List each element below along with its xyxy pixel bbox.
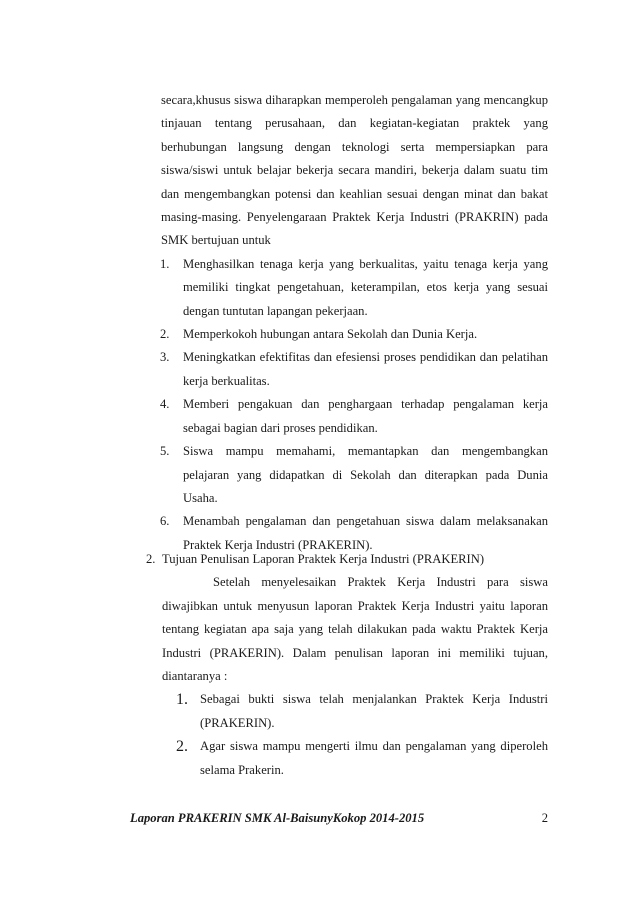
list-item: 3. Meningkatkan efektifitas dan efesiensi proses pendidikan dan pelatihan kerja berkualitas. (160, 350, 548, 388)
page-footer (130, 811, 548, 826)
list-item: 2. Agar siswa mampu mengerti ilmu dan pengalaman yang diperoleh selama Prakerin. (176, 738, 548, 777)
page-number: 2 (541, 811, 548, 825)
main-body (161, 89, 548, 557)
list-item: 5. Siswa mampu memahami, memantapkan dan mengembangkan pelajaran yang didapatkan di Sekolah dan diterapkan pada Dunia Usaha. (160, 444, 548, 505)
section-2-heading: 2. Tujuan Penulisan Laporan Praktek Kerja Industri (PRAKERIN) (146, 552, 485, 566)
footer-title: Laporan PRAKERIN SMK Al-BaisunyKokop 2014-2015 (130, 811, 425, 825)
section-2-list (176, 688, 548, 782)
list-item: 1. Menghasilkan tenaga kerja yang berkualitas, yaitu tenaga kerja yang memiliki tingkat pengetahuan, keterampilan, etos kerja yang sesuai dengan tuntutan lapangan pekerjaan. (160, 256, 548, 318)
goals-list (160, 253, 548, 557)
list-item: 6. Menambah pengalaman dan pengetahuan siswa dalam melaksanakan Praktek Kerja Industri (PRAKERIN). (160, 514, 548, 552)
list-item: 1. Sebagai bukti siswa telah menjalankan Praktek Kerja Industri (PRAKERIN). (176, 691, 548, 730)
list-item: 4. Memberi pengakuan dan penghargaan terhadap pengalaman kerja sebagai bagian dari proses pendidikan. (160, 397, 548, 435)
list-item: 2. Memperkokoh hubungan antara Sekolah dan Dunia Kerja. (160, 327, 478, 342)
intro-paragraph: secara,khusus siswa diharapkan memperoleh pengalaman yang mencangkup tinjauan tentang perusahaan, dan kegiatan-kegiatan praktek yang berhubungan langsung dengan teknologi serta mempersiapkan para siswa/siswi untuk belajar bekerja secara mandiri, bekerja dalam suatu tim dan mengembangkan potensi dan keahlian sesuai dengan minat dan bakat masing-masing. Penyelengaraan Praktek Kerja Industri (PRAKRIN) pada SMK bertujuan untuk (161, 93, 548, 248)
section-2 (146, 548, 548, 782)
section-2-paragraph: Setelah menyelesaikan Praktek Kerja Industri para siswa diwajibkan untuk menyusun laporan Praktek Kerja Industri yaitu laporan tentang kegiatan apa saja yang telah dilakukan pada waktu Praktek Kerja Industri (PRAKERIN). Dalam penulisan laporan ini memiliki tujuan, diantaranya : (162, 575, 548, 684)
